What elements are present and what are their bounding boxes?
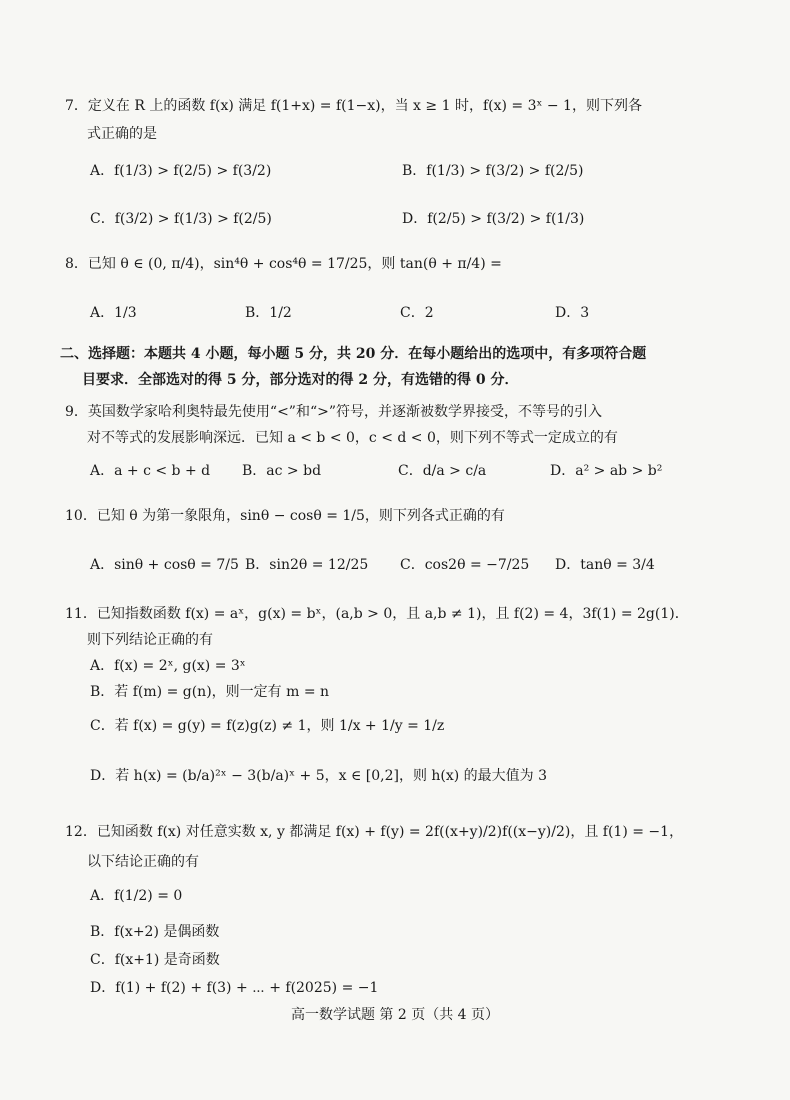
q12-option-c[interactable]: C．f(x+1) 是奇函数 (90, 952, 220, 968)
q7-option-b[interactable]: B．f(1/3) > f(3/2) > f(2/5) (402, 163, 584, 179)
q11-option-d[interactable]: D．若 h(x) = (b/a)²ˣ − 3(b/a)ˣ + 5，x ∈ [0,2]，则 h(x) 的最大值为 3 (90, 768, 548, 784)
q8-option-b[interactable]: B．1/2 (245, 305, 292, 321)
question-11-stem-line1: 11．已知指数函数 f(x) = aˣ，g(x) = bˣ，(a,b > 0，且 a,b ≠ 1)，且 f(2) = 4，3f(1) = 2g(1)． (65, 606, 689, 622)
question-8-options (90, 292, 740, 332)
q10-option-b[interactable]: B．sin2θ = 12/25 (245, 557, 369, 573)
question-7-stem-line1: 7．定义在 R 上的函数 f(x) 满足 f(1+x) = f(1−x)，当 x ≥ 1 时，f(x) = 3ˣ − 1，则下列各 (65, 98, 642, 114)
question-10-stem: 10．已知 θ 为第一象限角，sinθ − cosθ = 1/5，则下列各式正确的有 (65, 508, 505, 524)
question-12-stem-line2: 以下结论正确的有 (87, 854, 199, 870)
question-12-stem-line1: 12．已知函数 f(x) 对任意实数 x, y 都满足 f(x) + f(y) = 2f((x+y)/2)f((x−y)/2)，且 f(1) = −1， (65, 824, 684, 840)
q7-option-c[interactable]: C．f(3/2) > f(1/3) > f(2/5) (90, 211, 272, 227)
q9-option-d[interactable]: D．a² > ab > b² (550, 463, 663, 479)
q11-option-b[interactable]: B．若 f(m) = g(n)，则一定有 m = n (90, 684, 330, 700)
q9-option-a[interactable]: A．a + c < b + d (90, 463, 211, 479)
question-7-options-row1 (90, 150, 740, 190)
question-11-stem-line2: 则下列结论正确的有 (87, 632, 213, 648)
q8-option-a[interactable]: A．1/3 (90, 305, 137, 321)
page-footer: 高一数学试题 第 2 页（共 4 页） (290, 1007, 500, 1023)
q8-option-c[interactable]: C．2 (400, 305, 434, 321)
question-7-stem-line2: 式正确的是 (87, 126, 157, 142)
q9-option-c[interactable]: C．d/a > c/a (398, 463, 487, 479)
question-9-options (90, 450, 740, 490)
q10-option-c[interactable]: C．cos2θ = −7/25 (400, 557, 530, 573)
question-7-options-row2 (90, 198, 740, 238)
q7-option-a[interactable]: A．f(1/3) > f(2/5) > f(3/2) (90, 163, 272, 179)
q12-option-d[interactable]: D．f(1) + f(2) + f(3) + ⋯ + f(2025) = −1 (90, 980, 379, 996)
q10-option-d[interactable]: D．tanθ = 3/4 (555, 557, 655, 573)
q11-option-a[interactable]: A．f(x) = 2ˣ, g(x) = 3ˣ (90, 658, 246, 674)
question-8-stem: 8．已知 θ ∈ (0, π/4)，sin⁴θ + cos⁴θ = 17/25，则 tan(θ + π/4) = (65, 256, 502, 272)
q10-option-a[interactable]: A．sinθ + cosθ = 7/5 (90, 557, 239, 573)
section-2-heading-line1: 二、选择题：本题共 4 小题，每小题 5 分，共 20 分．在每小题给出的选项中，有多项符合题 (60, 346, 647, 362)
q8-option-d[interactable]: D．3 (555, 305, 590, 321)
question-9-stem-line1: 9．英国数学家哈利奥特最先使用“<”和“>”符号，并逐渐被数学界接受，不等号的引入 (65, 404, 602, 420)
q9-option-b[interactable]: B．ac > bd (242, 463, 322, 479)
q12-option-a[interactable]: A．f(1/2) = 0 (90, 888, 183, 904)
q12-option-b[interactable]: B．f(x+2) 是偶函数 (90, 924, 220, 940)
q7-option-d[interactable]: D．f(2/5) > f(3/2) > f(1/3) (402, 211, 585, 227)
question-10-options (90, 544, 740, 584)
q11-option-c[interactable]: C．若 f(x) = g(y) = f(z)g(z) ≠ 1，则 1/x + 1/y = 1/z (90, 718, 445, 734)
section-2-heading-line2: 目要求．全部选对的得 5 分，部分选对的得 2 分，有选错的得 0 分． (82, 372, 519, 388)
question-9-stem-line2: 对不等式的发展影响深远．已知 a < b < 0，c < d < 0，则下列不等式一定成立的有 (87, 430, 618, 446)
